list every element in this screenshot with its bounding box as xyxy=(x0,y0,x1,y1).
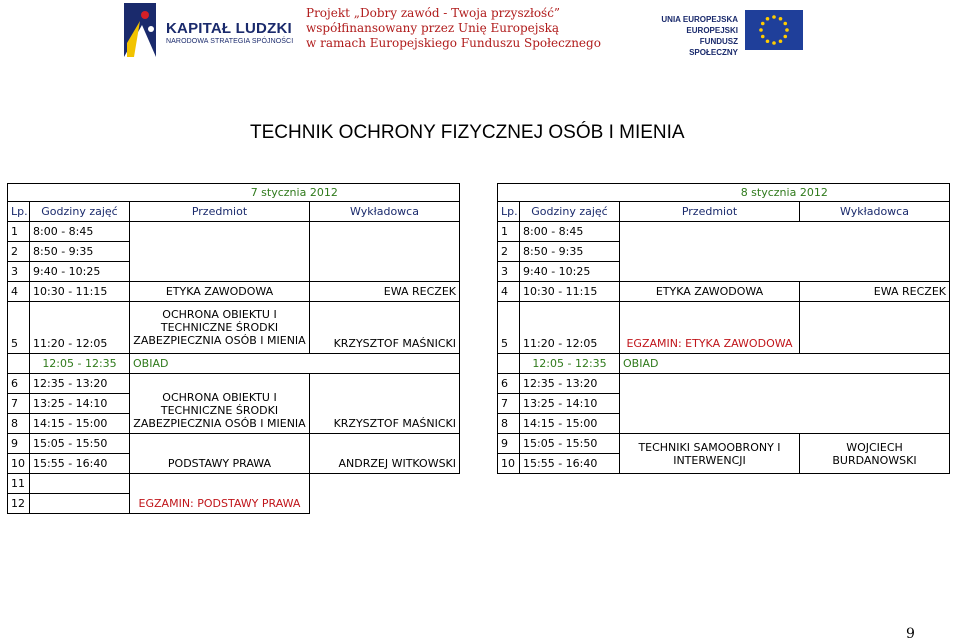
table-row: 7 13:25 - 14:10 xyxy=(498,394,950,414)
table-row: 9 15:05 - 15:50 PODSTAWY PRAWA ANDRZEJ WITKOWSKI xyxy=(8,434,460,454)
eu-star-icon xyxy=(779,17,783,21)
table-row: 3 9:40 - 10:25 xyxy=(498,262,950,282)
lecturer-cell: EWA RECZEK xyxy=(800,282,950,302)
table-row: 5 11:20 - 12:05 EGZAMIN: ETYKA ZAWODOWA xyxy=(498,302,950,354)
exam-cell: EGZAMIN: PODSTAWY PRAWA xyxy=(130,474,310,514)
lecturer-cell: EWA RECZEK xyxy=(310,282,460,302)
header-subject: Przedmiot xyxy=(620,202,800,222)
table-row: 10 15:55 - 16:40 xyxy=(498,454,950,474)
lecturer-cell: WOJCIECH BURDANOWSKI xyxy=(800,434,950,474)
lecturer-cell: ANDRZEJ WITKOWSKI xyxy=(310,434,460,474)
header-hours: Godziny zajęć xyxy=(520,202,620,222)
table-row: 9 15:05 - 15:50 TECHNIKI SAMOOBRONY I INTERWENCJI WOJCIECH BURDANOWSKI xyxy=(498,434,950,454)
eu-text xyxy=(655,14,738,58)
subject-cell: OCHRONA OBIEKTU I TECHNICZNE ŚRODKI ZABEZPIECZNIA OSÓB I MIENIA xyxy=(130,302,310,354)
subject-cell: PODSTAWY PRAWA xyxy=(130,434,310,474)
eu-star-icon xyxy=(772,41,776,45)
header-lecturer: Wykładowca xyxy=(800,202,950,222)
table-row-lunch: 12:05 - 12:35 OBIAD xyxy=(8,354,460,374)
table-row: 2 8:50 - 9:35 xyxy=(8,242,460,262)
page-title: TECHNIK OCHRONY FIZYCZNEJ OSÓB I MIENIA xyxy=(250,122,685,143)
project-line-3: w ramach Europejskiego Funduszu Społecznego xyxy=(306,36,601,50)
logo-subtitle: NARODOWA STRATEGIA SPÓJNOŚCI xyxy=(166,38,294,45)
schedule-table-right xyxy=(497,183,950,474)
table-row: 7 13:25 - 14:10 xyxy=(8,394,460,414)
kapital-ludzki-logo-icon xyxy=(118,3,162,57)
table-row-lunch: 12:05 - 12:35 OBIAD xyxy=(498,354,950,374)
project-line-2: współfinansowany przez Unię Europejską xyxy=(306,21,560,35)
eu-star-icon xyxy=(772,15,776,19)
header-lecturer: Wykładowca xyxy=(310,202,460,222)
header-lp: Lp. xyxy=(498,202,520,222)
table-row: 1 8:00 - 8:45 xyxy=(498,222,950,242)
subject-cell: OCHRONA OBIEKTU I TECHNICZNE ŚRODKI ZABEZPIECZNIA OSÓB I MIENIA xyxy=(130,374,310,434)
table-row: 2 8:50 - 9:35 xyxy=(498,242,950,262)
lecturer-cell: KRZYSZTOF MAŚNICKI xyxy=(310,302,460,354)
table-row: 12 xyxy=(8,494,460,514)
eu-star-icon xyxy=(785,28,789,32)
eu-star-icon xyxy=(759,28,763,32)
lecturer-cell: KRZYSZTOF MAŚNICKI xyxy=(310,374,460,434)
eu-star-icon xyxy=(779,39,783,43)
lunch-cell: OBIAD xyxy=(620,354,800,374)
schedule-table-left xyxy=(7,183,460,514)
logo-title: KAPITAŁ LUDZKI xyxy=(166,20,292,37)
eu-star-icon xyxy=(766,17,770,21)
table-row: 6 12:35 - 13:20 xyxy=(498,374,950,394)
date-left: 7 stycznia 2012 xyxy=(130,184,460,202)
subject-cell: ETYKA ZAWODOWA xyxy=(620,282,800,302)
subject-cell: ETYKA ZAWODOWA xyxy=(130,282,310,302)
table-row: 11 EGZAMIN: PODSTAWY PRAWA xyxy=(8,474,460,494)
project-line-1: Projekt „Dobry zawód - Twoja przyszłość” xyxy=(306,6,561,20)
eu-line-2: EUROPEJSKI xyxy=(686,26,738,35)
eu-star-icon xyxy=(766,39,770,43)
document-header xyxy=(0,0,960,62)
page-number: 9 xyxy=(906,626,915,642)
table-row: 8 14:15 - 15:00 xyxy=(8,414,460,434)
eu-flag-icon xyxy=(745,10,803,50)
table-row: 6 12:35 - 13:20 OCHRONA OBIEKTU I TECHNICZNE ŚRODKI ZABEZPIECZNIA OSÓB I MIENIA KRZYSZTOF MAŚNICKI xyxy=(8,374,460,394)
eu-star-icon xyxy=(761,35,765,39)
header-lp: Lp. xyxy=(8,202,30,222)
eu-star-icon xyxy=(783,22,787,26)
header-hours: Godziny zajęć xyxy=(30,202,130,222)
eu-line-3: FUNDUSZ SPOŁECZNY xyxy=(689,37,738,57)
table-row: 10 15:55 - 16:40 xyxy=(8,454,460,474)
project-info xyxy=(306,6,601,51)
table-row: 8 14:15 - 15:00 xyxy=(498,414,950,434)
exam-cell: EGZAMIN: ETYKA ZAWODOWA xyxy=(620,302,800,354)
table-row: 1 8:00 - 8:45 xyxy=(8,222,460,242)
lunch-cell: OBIAD xyxy=(130,354,460,374)
header-subject: Przedmiot xyxy=(130,202,310,222)
table-row: 4 10:30 - 11:15 ETYKA ZAWODOWA EWA RECZEK xyxy=(498,282,950,302)
eu-line-1: UNIA EUROPEJSKA xyxy=(661,15,738,24)
table-row: 3 9:40 - 10:25 xyxy=(8,262,460,282)
table-row: 4 10:30 - 11:15 ETYKA ZAWODOWA EWA RECZEK xyxy=(8,282,460,302)
eu-star-icon xyxy=(783,35,787,39)
date-right: 8 stycznia 2012 xyxy=(620,184,950,202)
table-row: 5 11:20 - 12:05 OCHRONA OBIEKTU I TECHNICZNE ŚRODKI ZABEZPIECZNIA OSÓB I MIENIA KRZYSZTOF MAŚNICKI xyxy=(8,302,460,354)
eu-star-icon xyxy=(761,22,765,26)
subject-cell: TECHNIKI SAMOOBRONY I INTERWENCJI xyxy=(620,434,800,474)
